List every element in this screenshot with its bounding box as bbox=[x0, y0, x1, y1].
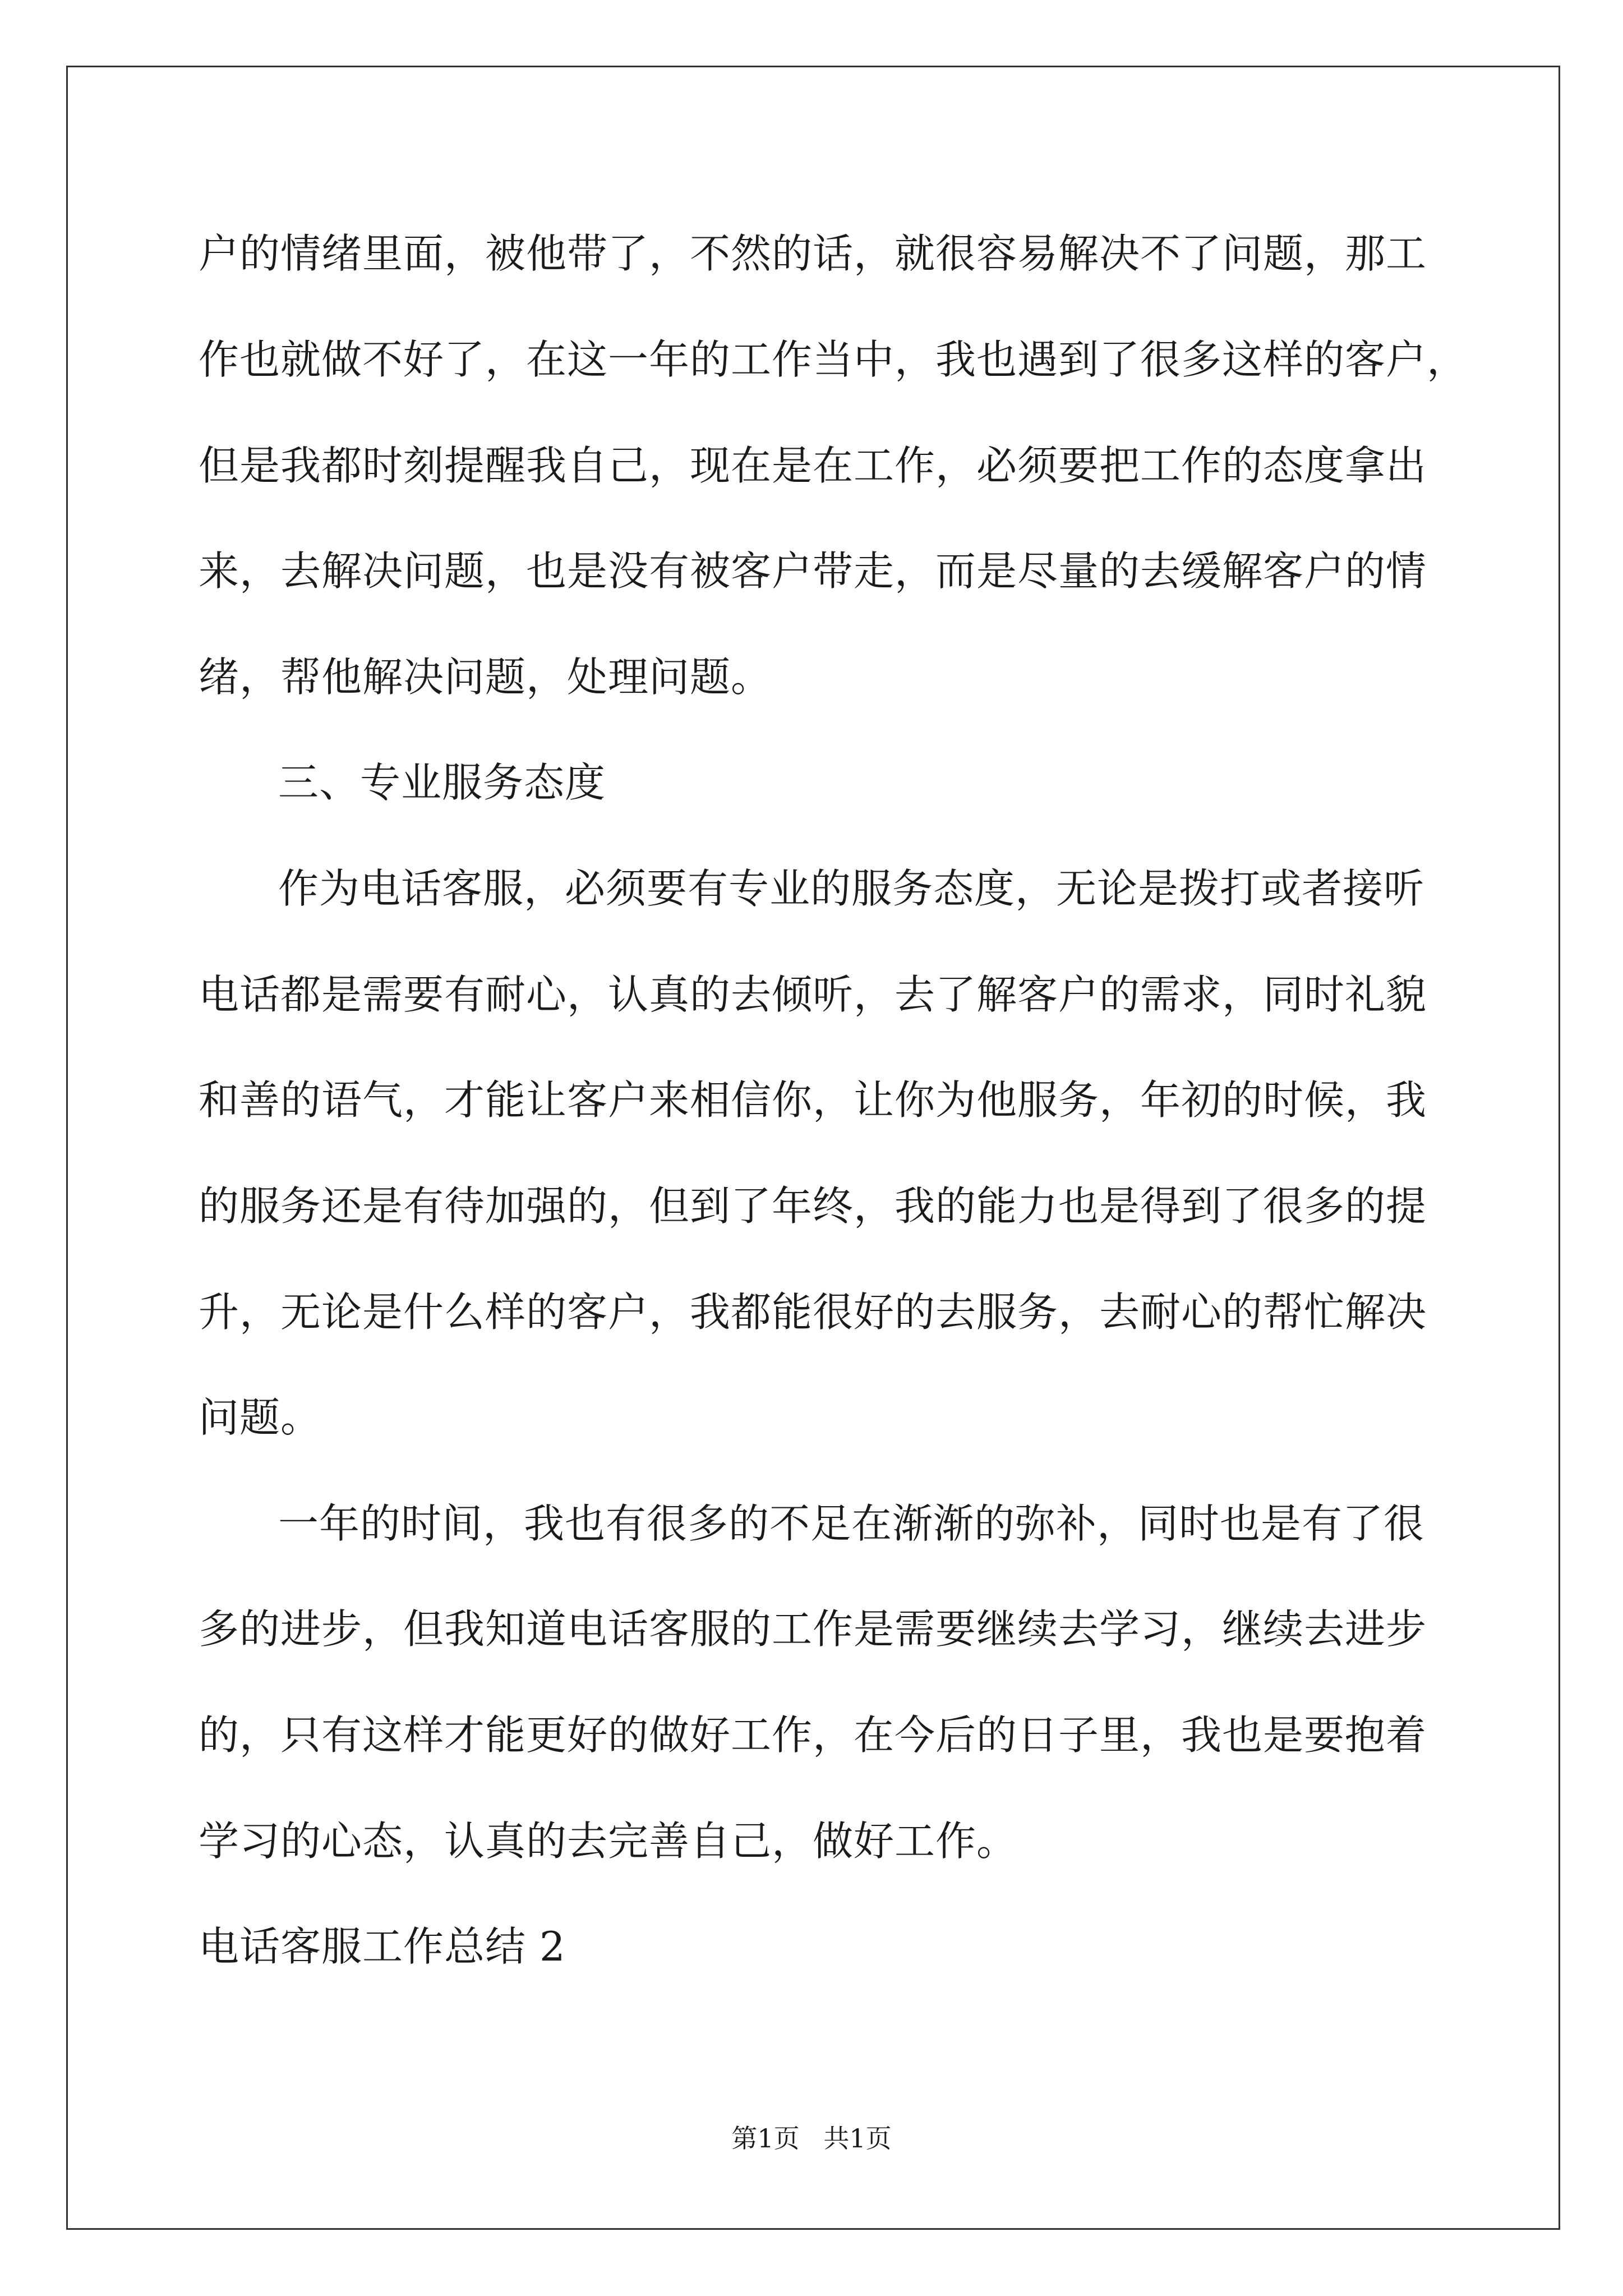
paragraph-line: 作也就做不好了，在这一年的工作当中，我也遇到了很多这样的客户， bbox=[199, 336, 1468, 383]
paragraph-line: 户的情绪里面，被他带了，不然的话，就很容易解决不了问题，那工 bbox=[199, 230, 1427, 277]
paragraph-line: 的，只有这样才能更好的做好工作，在今后的日子里，我也是要抱着 bbox=[199, 1711, 1427, 1759]
paragraph-line: 升，无论是什么样的客户，我都能很好的去服务，去耐心的帮忙解决 bbox=[199, 1289, 1427, 1336]
paragraph-line: 电话都是需要有耐心，认真的去倾听，去了解客户的需求，同时礼貌 bbox=[199, 971, 1427, 1018]
paragraph-line: 和善的语气，才能让客户来相信你，让你为他服务，年初的时候，我 bbox=[199, 1076, 1427, 1124]
paragraph-line: 作为电话客服，必须要有专业的服务态度，无论是拨打或者接听 bbox=[278, 865, 1425, 912]
paragraph-line: 多的进步，但我知道电话客服的工作是需要继续去学习，继续去进步 bbox=[199, 1605, 1427, 1653]
page-number: 第1页 bbox=[731, 2123, 800, 2154]
page-total: 共1页 bbox=[823, 2123, 892, 2154]
paragraph-line: 但是我都时刻提醒我自己，现在是在工作，必须要把工作的态度拿出 bbox=[199, 442, 1427, 489]
paragraph-line: 问题。 bbox=[199, 1394, 322, 1441]
page-border bbox=[66, 66, 1560, 2230]
paragraph-line: 来，去解决问题，也是没有被客户带走，而是尽量的去缓解客户的情 bbox=[199, 547, 1427, 595]
section-heading: 三、专业服务态度 bbox=[278, 759, 606, 806]
paragraph-line: 一年的时间，我也有很多的不足在渐渐的弥补，同时也是有了很 bbox=[278, 1500, 1425, 1547]
document-subtitle: 电话客服工作总结 2 bbox=[199, 1923, 566, 1970]
paragraph-line: 绪，帮他解决问题，处理问题。 bbox=[199, 654, 772, 701]
page-footer bbox=[0, 2122, 1623, 2155]
paragraph-line: 的服务还是有待加强的，但到了年终，我的能力也是得到了很多的提 bbox=[199, 1182, 1427, 1230]
paragraph-line: 学习的心态，认真的去完善自己，做好工作。 bbox=[199, 1818, 1018, 1865]
